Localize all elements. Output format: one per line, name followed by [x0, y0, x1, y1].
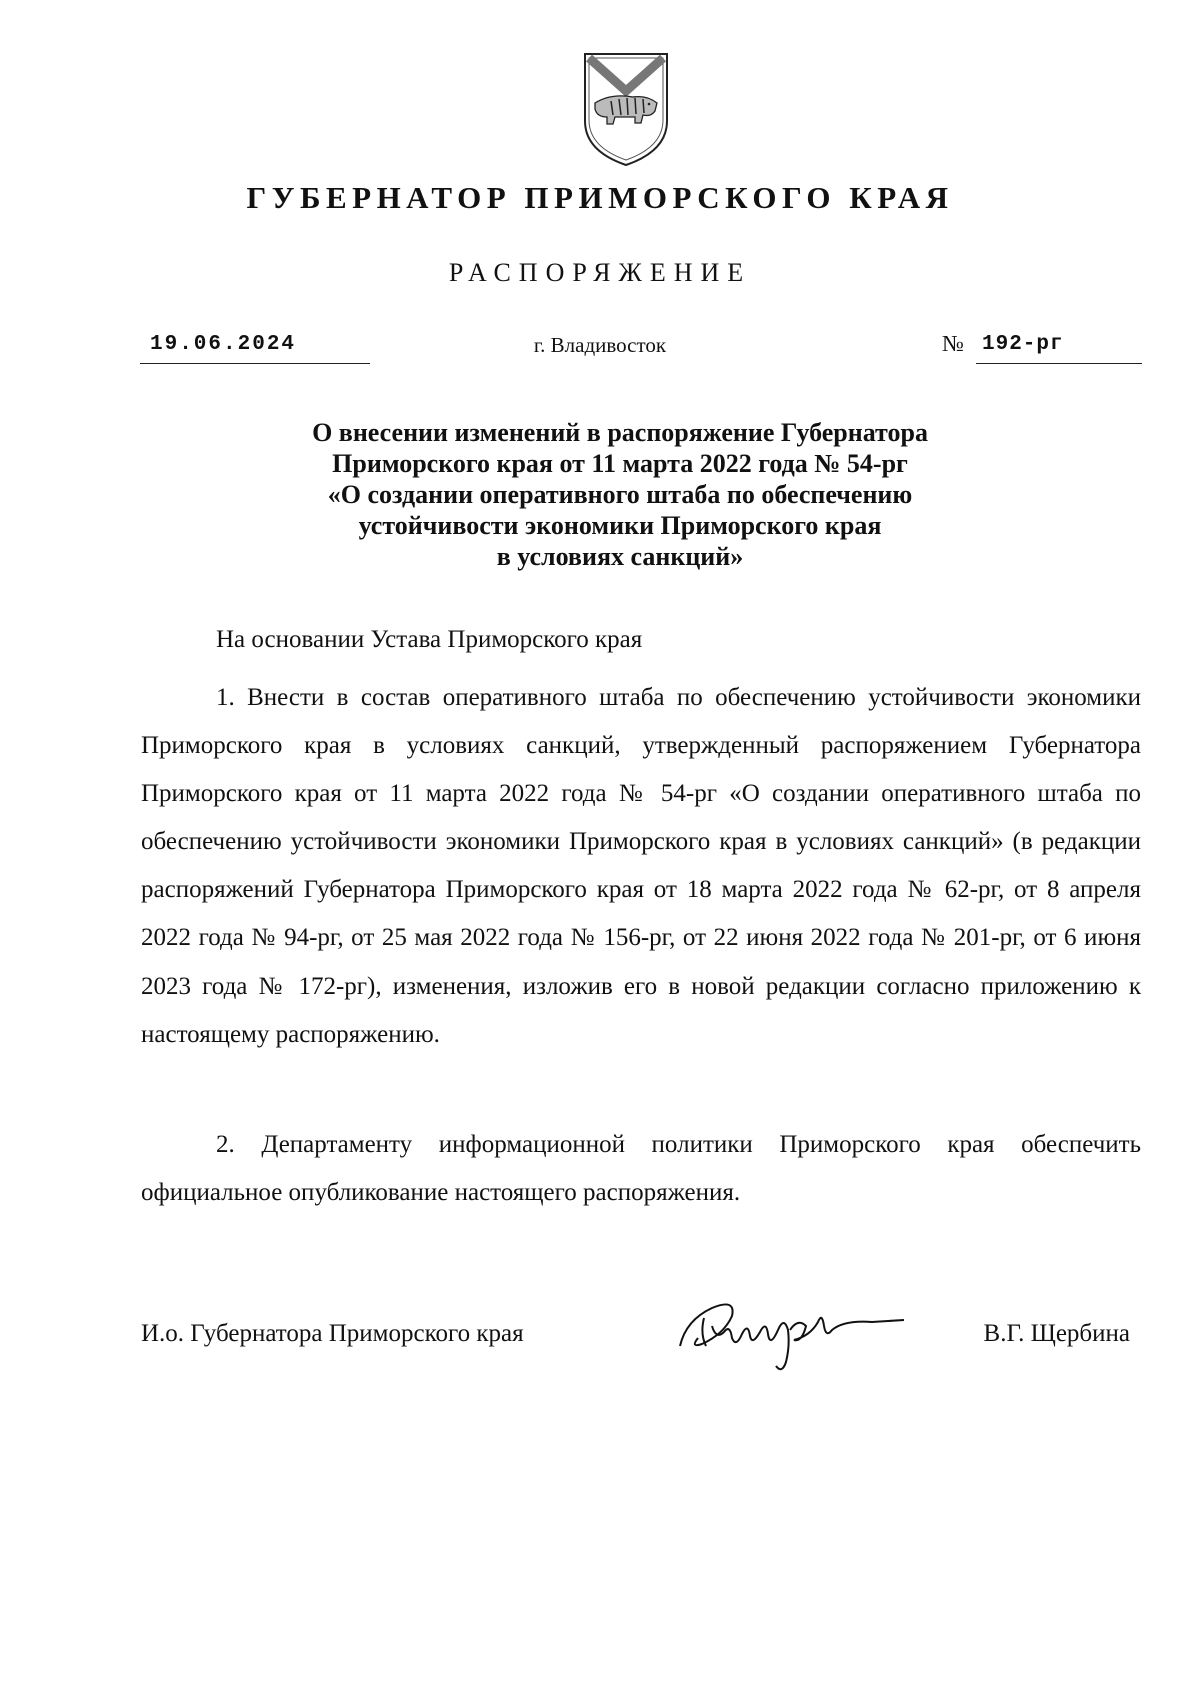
- document-date: 19.06.2024: [150, 333, 297, 356]
- title-line: Приморского края от 11 марта 2022 года № 54-рг: [332, 449, 908, 478]
- paragraph-item-1: 1. Внести в состав оперативного штаба по обеспечению устойчивости экономики Приморского края в условиях санкций, утвержденный распоряжением Губернатора Приморского края от 11 марта 2022 года № 54-рг «О создании оперативного штаба по обеспечению устойчивости экономики Приморского края в условиях санкций» (в редакции распоряжений Губернатора Приморского края от 18 марта 2022 года № 62-рг, от 8 апреля 2022 года № 94-рг, от 25 мая 2022 года № 156-рг, от 22 июня 2022 года № 201-рг, от 6 июня 2023 года № 172-рг), изменения, изложив его в новой редакции согласно приложению к настоящему распоряжению.: [141, 684, 1141, 1048]
- signatory-position: И.о. Губернатора Приморского края: [141, 1320, 524, 1347]
- number-sign: №: [942, 331, 964, 356]
- document-city: г. Владивосток: [533, 333, 667, 357]
- document-type: РАСПОРЯЖЕНИЕ: [448, 258, 752, 287]
- coat-of-arms-icon: [581, 51, 671, 168]
- basis-paragraph: На основании Устава Приморского края: [216, 626, 643, 653]
- title-line: «О создании оперативного штаба по обеспечению: [327, 480, 913, 509]
- issuing-authority: ГУБЕРНАТОР ПРИМОРСКОГО КРАЯ: [246, 180, 954, 215]
- paragraph-item-2: 2. Департаменту информационной политики Приморского края обеспечить официальное опубликование настоящего распоряжения.: [141, 1131, 1141, 1206]
- title-line: устойчивости экономики Приморского края: [358, 511, 882, 540]
- document-number-field: [942, 331, 1142, 363]
- title-line: в условиях санкций»: [496, 542, 744, 571]
- signatory-name: В.Г. Щербина: [983, 1320, 1130, 1347]
- document-number-line: [976, 333, 1142, 364]
- title-line: О внесении изменений в распоряжение Губернатора: [312, 418, 928, 447]
- document-number: 192-рг: [982, 333, 1064, 356]
- document-title: [200, 417, 1040, 572]
